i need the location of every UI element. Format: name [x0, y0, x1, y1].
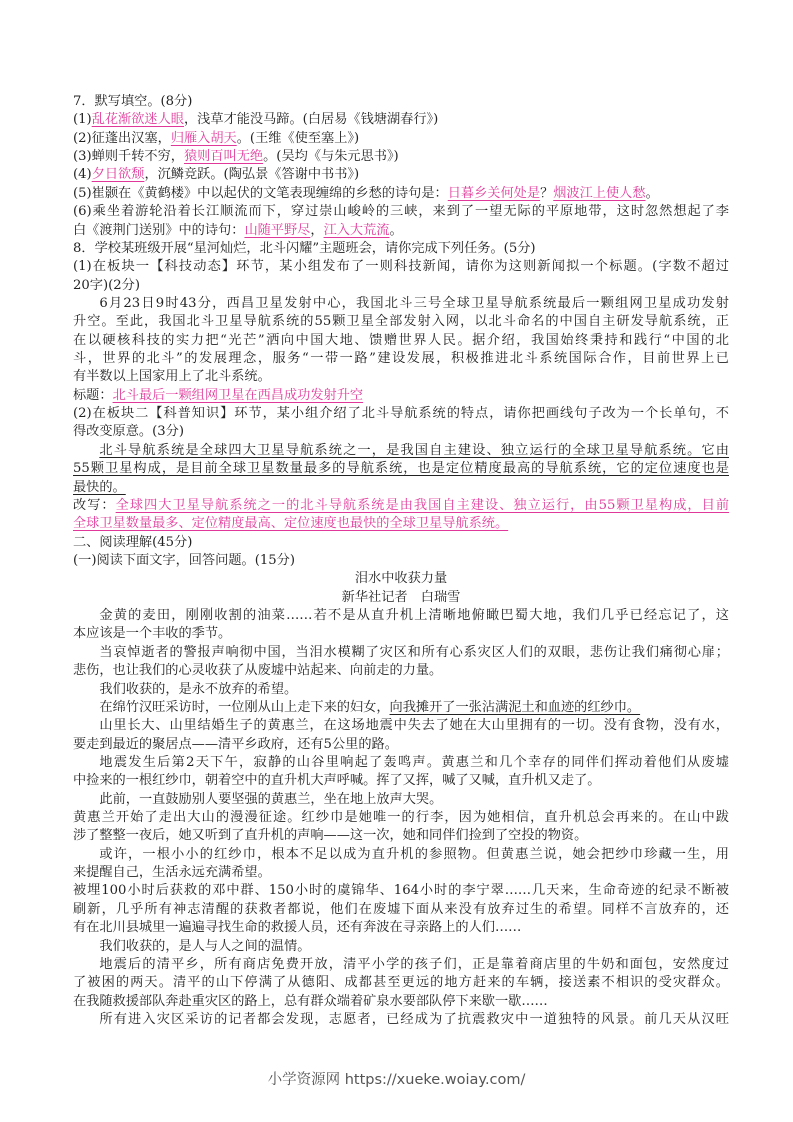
body-text: (6)乘坐着游轮沿着长江顺流而下，穿过崇山峻岭的三峡，来到了一望无际的平原地带，这时忽然想起了李 — [73, 204, 729, 220]
body-text: 有在北川县城里一遍遍寻找生命的救援人员，还有奔波在寻亲路上的人们…… — [73, 920, 522, 936]
answer-text: 山随平野尽 — [244, 222, 311, 238]
body-text: 得改变原意。(3分) — [73, 424, 184, 440]
text-line — [73, 387, 729, 405]
text-line — [73, 974, 729, 992]
text-line — [73, 497, 729, 515]
text-line — [73, 93, 729, 111]
body-text: 被埋100小时后获救的邓中群、150小时的虞锦华、164小时的李宁翠……几天来，生命奇迹的纪录不断被 — [73, 883, 729, 899]
body-text: 了被困的两天。清平的山下停满了从德阳、成都甚至更远的地方赶来的车辆，接送素不相识的受灾群众。 — [73, 975, 729, 991]
text-line — [73, 332, 729, 350]
text-line — [73, 882, 729, 900]
text-line — [73, 589, 729, 607]
answer-text: 归雁入胡天 — [170, 130, 237, 146]
text-line — [73, 791, 729, 809]
text-line — [73, 938, 729, 956]
text-line — [73, 717, 729, 735]
body-text: 此前，一直鼓励别人要坚强的黄惠兰，坐在地上放声大哭。 — [99, 791, 443, 807]
answer-text: 全球四大卫星导航系统之一的北斗导航系统是由我国自主建设、独立运行，由55颗卫星构成，目前 — [115, 497, 730, 513]
text-line — [73, 295, 729, 313]
body-text: (1)在板块一【科技动态】环节，某小组发布了一则科技新闻，请你为这则新闻拟一个标题。(字数不超过 — [73, 259, 729, 275]
body-text: 。 — [645, 185, 659, 201]
text-line — [73, 846, 729, 864]
text-line — [73, 442, 729, 460]
text-line — [73, 607, 729, 625]
text-line — [73, 368, 729, 386]
underlined-text: 55颗卫星构成，是目前全球卫星数量最多的导航系统，也是定位精度最高的导航系统，它的定位速度也是 — [73, 461, 729, 477]
text-line — [73, 203, 729, 221]
answer-text: 烟波江上使人愁 — [553, 185, 646, 201]
body-text: 所有进入灾区采访的记者都会发现，志愿者，已经成为了抗震救灾中一道独特的风景。前几天从汉旺 — [99, 1011, 729, 1027]
text-line — [73, 534, 729, 552]
body-text: 在绵竹汉旺采访时，一位刚从山上走下来的妇女， — [99, 699, 390, 715]
body-text: (一)阅读下面文字，回答问题。(15分) — [73, 552, 295, 568]
answer-text: 猿则百叫无绝 — [184, 149, 264, 165]
body-text: 20字)(2分) — [73, 277, 140, 293]
text-line — [73, 515, 729, 533]
body-text: 。 — [389, 222, 403, 238]
body-text: 要走到最近的聚居点——清平乡政府，还有5公里的路。 — [73, 736, 398, 752]
text-line — [73, 423, 729, 441]
body-text: 有半数以上国家用上了北斗系统。 — [73, 369, 271, 385]
text-line — [73, 570, 729, 588]
body-text: 新华社记者 白瑞雪 — [341, 589, 461, 605]
body-text: 中捡来的一根红纱巾，朝着空中的直升机大声呼喊。挥了又挥，喊了又喊，直升机又走了。 — [73, 773, 601, 789]
text-line — [73, 625, 729, 643]
body-text: 或许，一根小小的红纱巾，根本不足以成为直升机的参照物。但黄惠兰说，她会把纱巾珍藏一生，用 — [99, 846, 729, 862]
text-line — [73, 864, 729, 882]
body-text: 我们收获的，是永不放弃的希望。 — [99, 681, 298, 697]
body-text: 来提醒自己，生活永远充满希望。 — [73, 865, 271, 881]
body-text: ， — [310, 222, 324, 238]
body-text: 8．学校某班级开展“星河灿烂，北斗闪耀”主题班会，请你完成下列任务。(5分) — [73, 240, 536, 256]
body-text: 二、阅读理解(45分) — [73, 534, 193, 550]
text-line — [73, 754, 729, 772]
text-line — [73, 258, 729, 276]
body-text: 斗，世界的北斗”的发展理念，服务“一带一路”建设发展，积极推进北斗系统国际合作，目前世界上已 — [73, 351, 729, 367]
underlined-text: 向我摊开了一张沾满泥土和血迹的红纱巾。 — [389, 699, 641, 715]
underlined-text: 北斗导航系统是全球四大卫星导航系统之一，是我国自主建设、独立运行的全球卫星导航系统。它由 — [99, 442, 729, 458]
body-text: 标题： — [73, 387, 113, 403]
answer-text: 全球卫星数量最多、定位精度最高、定位速度也最快的全球卫星导航系统。 — [73, 516, 509, 532]
exam-document — [73, 93, 729, 1029]
text-line — [73, 222, 729, 240]
body-text: 我们收获的，是人与人之间的温情。 — [99, 938, 311, 954]
body-text: (5)崔颢在《黄鹤楼》中以起伏的文笔表现缠绵的乡愁的诗句是： — [73, 185, 448, 201]
answer-text: 江入大荒流 — [323, 222, 390, 238]
text-line — [73, 956, 729, 974]
text-line — [73, 772, 729, 790]
body-text: 悲伤，也让我们的心灵收获了从废墟中站起来、向前走的力量。 — [73, 663, 443, 679]
body-text: (1) — [73, 112, 92, 128]
body-text: 6月23日9时43分，西昌卫星发射中心，我国北斗三号全球卫星导航系统最后一颗组网卫星成功发射 — [99, 295, 729, 311]
body-text: 本应该是一个丰收的季节。 — [73, 626, 232, 642]
body-text: 地震后的清平乡，所有商店免费开放，清平小学的孩子们，正是靠着商店里的牛奶和面包，安然度过 — [99, 956, 729, 972]
text-line — [73, 1011, 729, 1029]
body-text: 。(吴均《与朱元思书》) — [263, 149, 399, 165]
text-line — [73, 130, 729, 148]
text-line — [73, 350, 729, 368]
body-text: 黄惠兰开始了走出大山的漫漫征途。红纱巾是她唯一的行李，因为她相信，直升机总会再来的。在山中跋 — [73, 810, 729, 826]
text-line — [73, 479, 729, 497]
text-line — [73, 460, 729, 478]
answer-text: 日暮乡关何处是 — [447, 185, 541, 201]
text-line — [73, 993, 729, 1011]
text-line — [73, 644, 729, 662]
text-line — [73, 166, 729, 184]
body-text: ？ — [540, 185, 554, 201]
text-line — [73, 111, 729, 129]
body-text: (2)征蓬出汉塞， — [73, 130, 171, 146]
text-line — [73, 277, 729, 295]
body-text: 泪水中收获力量 — [354, 571, 448, 587]
text-line — [73, 681, 729, 699]
text-line — [73, 185, 729, 203]
body-text: ，沉鳞竞跃。(陶弘景《答谢中书书》) — [144, 167, 360, 183]
body-text: 地震发生后第2天下午，寂静的山谷里响起了轰鸣声。黄惠兰和几个幸存的同伴们挥动着他们从废墟 — [99, 754, 729, 770]
text-line — [73, 901, 729, 919]
answer-text: 乱花渐欲迷人眼 — [91, 112, 184, 128]
text-line — [73, 736, 729, 754]
text-line — [73, 552, 729, 570]
text-line — [73, 313, 729, 331]
body-text: 改写： — [73, 497, 116, 513]
body-text: 。(王维《使至塞上》) — [236, 130, 360, 146]
body-text: 山里长大、山里结婚生子的黄惠兰，在这场地震中失去了她在大山里拥有的一切。没有食物，没有水， — [99, 718, 729, 734]
body-text: 白《渡荆门送别》中的诗句： — [73, 222, 245, 238]
watermark-footer: 小学资源网 https://xueke.woiay.com/ — [267, 1072, 526, 1088]
body-text: 刷新，几乎所有神志清醒的获救者都说，他们在废墟下面从来没有放弃过生的希望。同样不言放弃的，还 — [73, 901, 729, 917]
answer-text: 夕日欲颓 — [91, 167, 145, 183]
body-text: (3)蝉则千转不穷， — [73, 149, 184, 165]
body-text: 金黄的麦田，刚刚收割的油菜……若不是从直升机上清晰地俯瞰巴蜀大地，我们几乎已经忘记了，这 — [99, 608, 729, 624]
body-text: 当哀悼逝者的警报声响彻中国，当泪水模糊了灾区和所有心系灾区人们的双眼，悲伤让我们痛彻心扉； — [99, 644, 729, 660]
body-text: 升空。至此，我国北斗卫星导航系统的55颗卫星全部发射入网，以北斗命名的中国自主研发导航系统，正 — [73, 314, 729, 330]
body-text: (4) — [73, 167, 92, 183]
underlined-text: 最快的。 — [73, 479, 126, 495]
body-text: 在我随救援部队奔赴重灾区的路上，总有群众端着矿泉水要部队停下来歇一歇…… — [73, 993, 548, 1009]
text-line — [73, 809, 729, 827]
answer-text: 北斗最后一颗组网卫星在西昌成功发射升空 — [112, 387, 364, 403]
text-line — [73, 662, 729, 680]
body-text: 在以硬核科技的实力把“光芒”洒向中国大地、馈赠世界人民。据介绍，我国始终秉持和践行“中国的北 — [73, 332, 729, 348]
body-text: (2)在板块二【科普知识】环节，某小组介绍了北斗导航系统的特点，请你把画线句子改为一个长单句，不 — [73, 406, 729, 422]
body-text: 涉了整整一夜后，她又听到了直升机的声响——这一次，她和同伴们捡到了空投的物资。 — [73, 828, 588, 844]
text-line — [73, 919, 729, 937]
text-line — [73, 240, 729, 258]
body-text: 7．默写填空。(8分) — [73, 94, 193, 109]
text-line — [73, 405, 729, 423]
text-line — [73, 148, 729, 166]
text-line — [73, 699, 729, 717]
text-line — [73, 827, 729, 845]
body-text: ，浅草才能没马蹄。(白居易《钱塘湖春行》) — [184, 112, 439, 128]
